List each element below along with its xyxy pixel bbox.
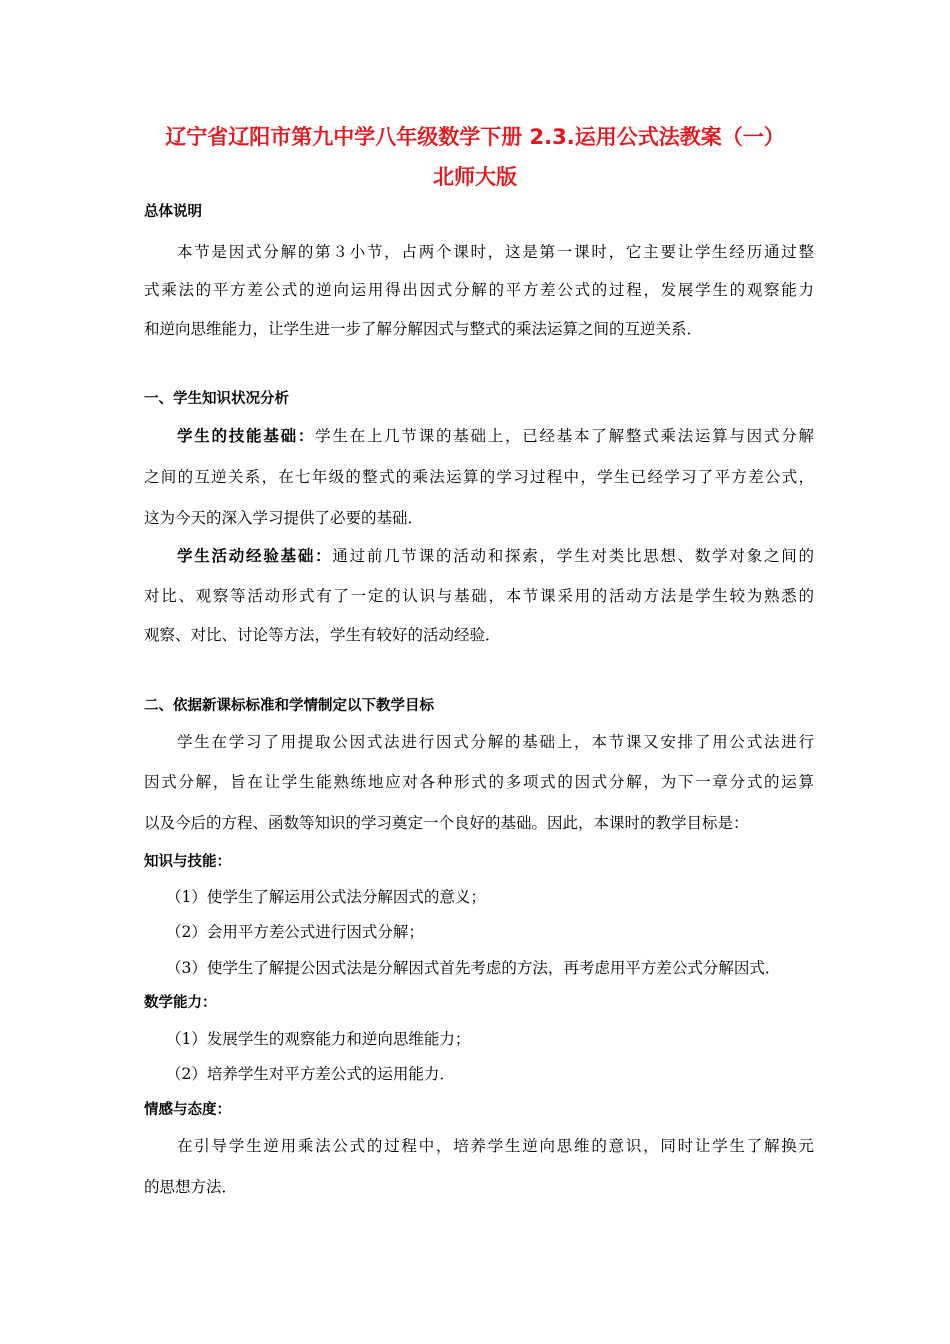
knowledge-item-3: （3）使学生了解提公因式法是分解因式首先考虑的方法，再考虑用平方差公式分解因式． xyxy=(166,959,781,977)
overview-line-1: 本节是因式分解的第３小节，占两个课时，这是第一课时，它主要让学生经历通过整 xyxy=(177,243,814,261)
overview-line-2: 式乘法的平方差公式的逆向运用得出因式分解的平方差公式的过程，发展学生的观察能力 xyxy=(144,281,814,299)
section2-intro-line-2: 因式分解，旨在让学生能熟练地应对各种形式的多项式的因式分解，为下一章分式的运算 xyxy=(144,773,814,791)
emotion-line-1: 在引导学生逆用乘法公式的过程中，培养学生逆向思维的意识，同时让学生了解换元 xyxy=(177,1137,814,1155)
math-ability-item-2: （2）培养学生对平方差公式的运用能力． xyxy=(166,1065,455,1083)
skill-paragraph-line-1 xyxy=(177,426,814,446)
activity-text: 通过前几节课的活动和探索，学生对类比思想、数学对象之间的 xyxy=(332,547,814,565)
activity-paragraph-line-3: 观察、对比、讨论等方法，学生有较好的活动经验． xyxy=(144,626,501,644)
skill-label: 学生的技能基础： xyxy=(177,427,316,445)
overview-heading: 总体说明 xyxy=(144,204,202,220)
knowledge-item-2: （2）会用平方差公式进行因式分解； xyxy=(166,923,424,941)
document-title-line-2: 北师大版 xyxy=(433,165,517,189)
skill-paragraph-line-3: 这为今天的深入学习提供了必要的基础． xyxy=(144,509,424,527)
activity-label: 学生活动经验基础： xyxy=(177,547,333,565)
section2-heading: 二、依据新课标标准和学情制定以下教学目标 xyxy=(144,698,434,714)
section2-intro-line-3: 以及今后的方程、函数等知识的学习奠定一个良好的基础。因此，本课时的教学目标是： xyxy=(144,814,749,832)
overview-line-3: 和逆向思维能力，让学生进一步了解分解因式与整式的乘法运算之间的互逆关系． xyxy=(144,320,703,338)
section1-heading: 一、学生知识状况分析 xyxy=(144,391,289,407)
knowledge-item-1: （1）使学生了解运用公式法分解因式的意义； xyxy=(166,888,486,906)
math-ability-heading: 数学能力： xyxy=(144,995,217,1011)
activity-paragraph-line-1 xyxy=(177,546,814,566)
section2-intro-line-1: 学生在学习了用提取公因式法进行因式分解的基础上，本节课又安排了用公式法进行 xyxy=(177,733,814,751)
emotion-line-2: 的思想方法． xyxy=(144,1178,238,1196)
math-ability-item-1: （1）发展学生的观察能力和逆向思维能力； xyxy=(166,1030,471,1048)
emotion-heading: 情感与态度： xyxy=(144,1102,231,1118)
skill-paragraph-line-2: 之间的互逆关系，在七年级的整式的乘法运算的学习过程中，学生已经学习了平方差公式， xyxy=(144,468,814,486)
activity-paragraph-line-2: 对比、观察等活动形式有了一定的认识与基础，本节课采用的活动方法是学生较为熟悉的 xyxy=(144,587,814,605)
skill-text: 学生在上几节课的基础上，已经基本了解整式乘法运算与因式分解 xyxy=(315,427,814,445)
document-title-line-1: 辽宁省辽阳市第九中学八年级数学下册 2.3.运用公式法教案（一） xyxy=(165,125,785,149)
knowledge-heading: 知识与技能： xyxy=(144,854,231,870)
